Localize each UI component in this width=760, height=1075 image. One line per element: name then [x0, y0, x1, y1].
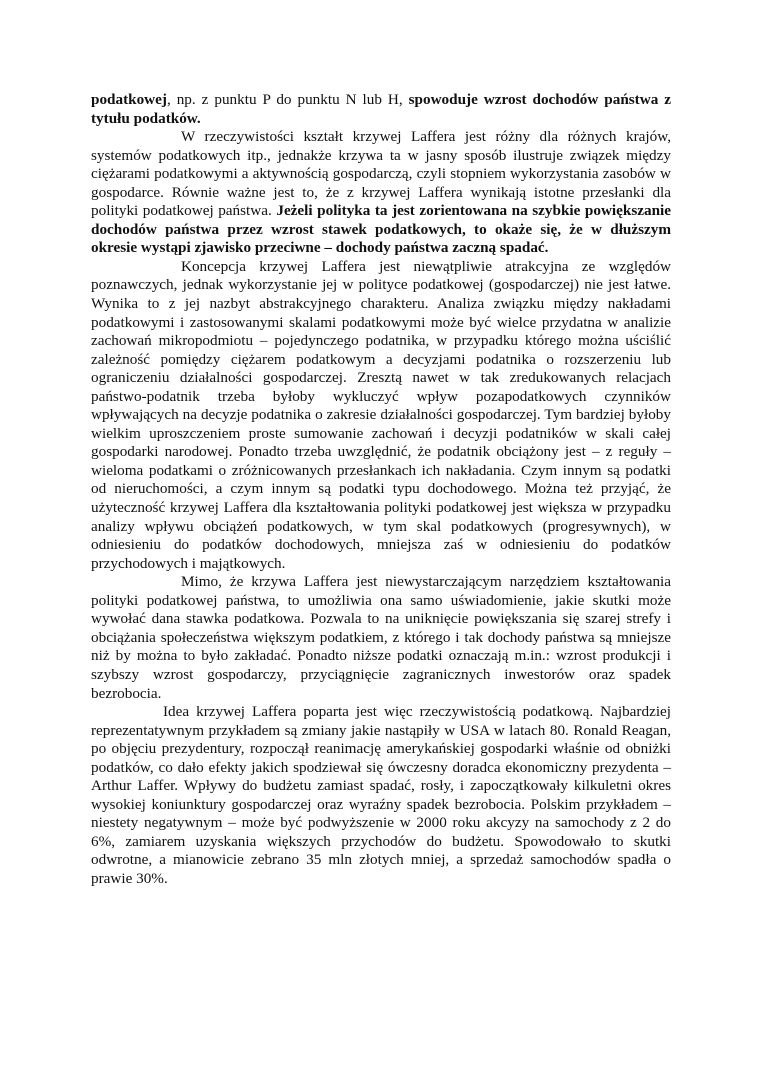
text-normal: , np. z punktu P do punktu N lub H, — [166, 91, 409, 108]
paragraph-concept — [91, 258, 671, 573]
paragraph-laffer-shape — [91, 128, 671, 258]
text-normal: W rzeczywistości kształt krzywej Laffera jest różny dla różnych krajów, systemów podatkowych itp., jednakże krzywa ta w jasny sposób ilustruje związek między ciężarami podatkowymi a aktywnością gospodarczą, czyli stopniem wykorzystania zasobów w gospodarce. Równie ważne jest to, że z krzywej Laffera wynikają istotne przesłanki dla polityki podatkowej państwa. — [91, 128, 671, 220]
text-normal: Idea krzywej Laffera poparta jest więc rzeczywistością podatkową. Najbardziej reprezentatywnym przykładem są zmiany jakie nastąpiły w USA w latach 80. Ronald Reagan, po objęciu prezydentury, rozpoczął reanimację amerykańskiej gospodarki właśnie od obniżki podatków, co dało efekty jakich spodziewał się ówczesny doradca ekonomiczny prezydenta – Arthur Laffer. Wpływy do budżetu zamiast spadać, rosły, i zapoczątkowały kilkuletni okres wysokiej koniunktury gospodarczej oraz wyraźny spadek bezrobocia. Polskim przykładem – niestety negatywnym – może być podwyższenie w 2000 roku akcyzy na samochody z 2 do 6%, zamiarem uzyskania większych przychodów do budżetu. Spowodowało to skutki odwrotne, a mianowicie zebrano 35 mln złotych mniej, a sprzedaż samochodów spadła o prawie 30%. — [91, 703, 671, 887]
text-normal: Koncepcja krzywej Laffera jest niewątpliwie atrakcyjna ze względów poznawczych, jednak wykorzystanie jej w polityce podatkowej (gospodarczej) nie jest łatwe. Wynika to z jej nazbyt abstrakcyjnego charakteru. Analiza związku między nakładami podatkowymi i zastosowanymi skalami podatkowymi może być wielce przydatna w analizie zachowań mikropodmiotu – pojedynczego podatnika, w przypadku którego można uściślić zależność pomiędzy ciężarem podatkowym a decyzjami podatnika o rozszerzeniu lub ograniczeniu działalności gospodarczej. Zresztą nawet w tak zredukowanych relacjach państwo-podatnik trzeba byłoby wykluczyć wpływ pozapodatkowych czynników wpływających na decyzje podatnika o zakresie działalności gospodarczej. Tym bardziej byłoby wielkim uproszczeniem proste sumowanie zachowań i decyzji podatników w skali całej gospodarki narodowej. Ponadto trzeba uwzględnić, że podatnik obciążony jest – z reguły – wieloma podatkami o zróżnicowanych przesłankach ich nakładania. Czym innym są podatki od nieruchomości, a czym innym są podatki typu dochodowego. Można też przyjąć, że użyteczność krzywej Laffera dla kształtowania polityki podatkowej jest większa w przypadku analizy wpływu obciążeń podatkowych, w tym skal podatkowych (progresywnych), w odniesieniu do podatków dochodowych, mniejsza zaś w odniesieniu do podatków przychodowych i majątkowych. — [91, 257, 671, 572]
text-bold: podatkowej — [91, 91, 167, 108]
text-bold: Jeżeli polityka ta jest zorientowana na szybkie powiększanie dochodów państwa przez wzrost stawek podatkowych, to okaże się, że w dłuższym okresie wystąpi zjawisko przeciwne – dochody państwa zaczną spadać. — [91, 202, 671, 257]
text-bold: spowoduje wzrost dochodów państwa z tytułu podatków. — [91, 91, 671, 127]
document-page — [91, 91, 671, 889]
paragraph-examples — [91, 703, 671, 888]
paragraph-insufficient-tool — [91, 573, 671, 703]
paragraph-continuation — [91, 91, 671, 128]
text-normal: Mimo, że krzywa Laffera jest niewystarczającym narzędziem kształtowania polityki podatkowej państwa, to umożliwia ona samo uświadomienie, jakie skutki może wywołać dana stawka podatkowa. Pozwala to na uniknięcie powiększania się szarej strefy i obciążania społeczeństwa większym podatkiem, z którego i tak dochody państwa są mniejsze niż by można to było zakładać. Ponadto niższe podatki oznaczają m.in.: wzrost produkcji i szybszy wzrost gospodarczy, przyciągnięcie zagranicznych inwestorów oraz spadek bezrobocia. — [91, 573, 671, 702]
